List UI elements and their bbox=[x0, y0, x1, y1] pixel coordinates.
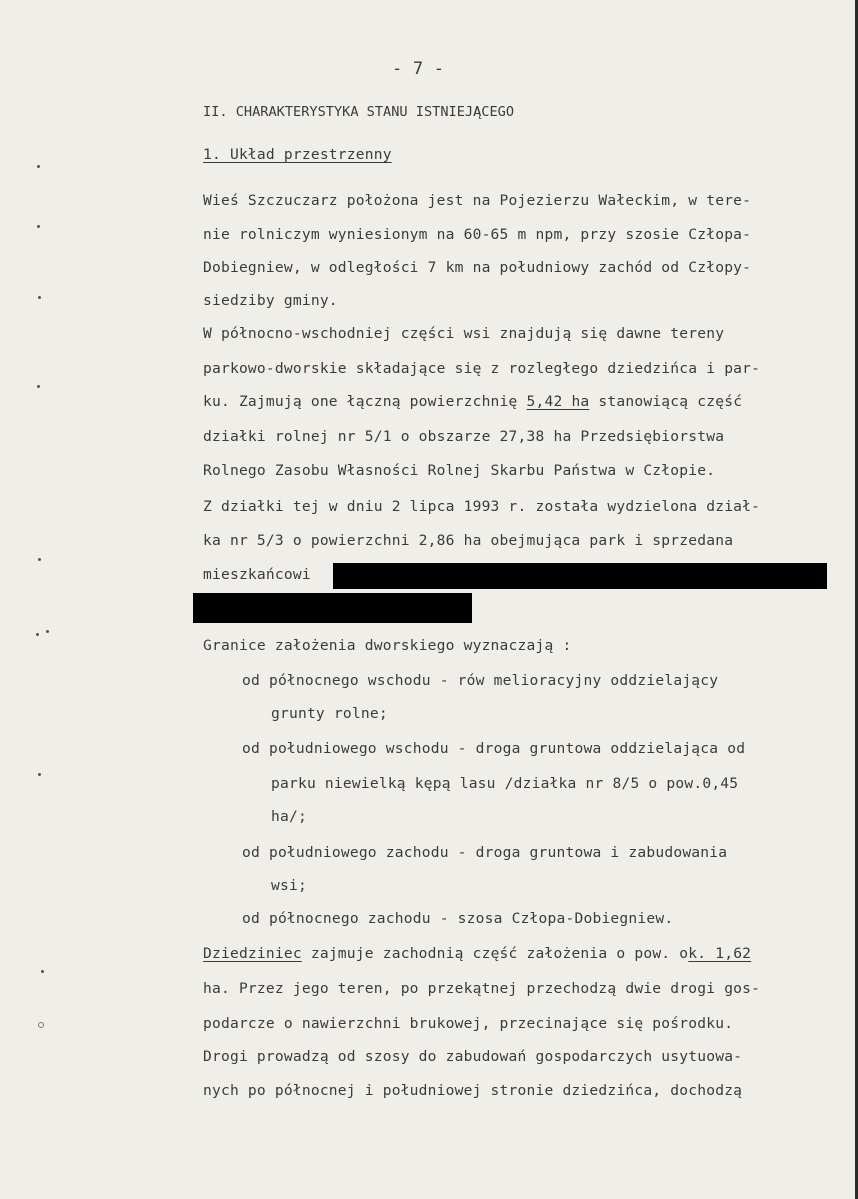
paragraph-1-line: siedziby gminy. bbox=[203, 292, 338, 309]
paragraph-2-line: parkowo-dworskie składające się z rozległego dziedzińca i par- bbox=[203, 360, 761, 377]
paragraph-3-line: Drogi prowadzą od szosy do zabudowań gospodarczych usytuowa- bbox=[203, 1048, 743, 1065]
paragraph-2-line: działki rolnej nr 5/1 o obszarze 27,38 ha Przedsiębiorstwa bbox=[203, 428, 725, 445]
paragraph-2-line: ka nr 5/3 o powierzchni 2,86 ha obejmująca park i sprzedana bbox=[203, 532, 734, 549]
text-span: stanowiącą część bbox=[589, 393, 743, 410]
paragraph-1-line: Wieś Szczuczarz położona jest na Pojezierzu Wałeckim, w tere- bbox=[203, 192, 752, 209]
term-dziedziniec: Dziedziniec bbox=[203, 945, 302, 962]
paragraph-1-line: Dobiegniew, w odległości 7 km na południowy zachód od Człopy- bbox=[203, 259, 752, 276]
borders-intro: Granice założenia dworskiego wyznaczają : bbox=[203, 637, 572, 654]
border-item: od północnego zachodu - szosa Człopa-Dobiegniew. bbox=[242, 910, 674, 927]
margin-mark bbox=[38, 558, 41, 561]
text-span: ku. Zajmują one łączną powierzchnię bbox=[203, 393, 527, 410]
redaction-bar bbox=[333, 563, 827, 589]
redaction-bar bbox=[193, 593, 472, 623]
margin-mark bbox=[38, 773, 41, 776]
margin-mark bbox=[37, 385, 40, 388]
page-number: - 7 - bbox=[392, 59, 445, 79]
border-item: od północnego wschodu - rów melioracyjny oddzielający bbox=[242, 672, 719, 689]
paragraph-1-line: nie rolniczym wyniesionym na 60-65 m npm, przy szosie Człopa- bbox=[203, 226, 752, 243]
margin-mark bbox=[46, 630, 49, 633]
border-item: od południowego zachodu - droga gruntowa i zabudowania bbox=[242, 844, 728, 861]
paragraph-3-line: nych po północnej i południowej stronie dziedzińca, dochodzą bbox=[203, 1082, 743, 1099]
paragraph-2-line: mieszkańcowi bbox=[203, 566, 311, 583]
margin-mark bbox=[38, 296, 41, 299]
paragraph-2-line: W północno-wschodniej części wsi znajdują się dawne tereny bbox=[203, 325, 725, 342]
paragraph-2-line bbox=[203, 393, 742, 411]
border-item: od południowego wschodu - droga gruntowa oddzielająca od bbox=[242, 740, 746, 757]
paragraph-2-line: Rolnego Zasobu Własności Rolnej Skarbu Państwa w Człopie. bbox=[203, 462, 716, 479]
border-item: ha/; bbox=[271, 808, 307, 825]
subsection-title: 1. Układ przestrzenny bbox=[203, 146, 392, 163]
margin-mark bbox=[41, 970, 44, 973]
border-item: parku niewielką kępą lasu /działka nr 8/5 o pow.0,45 bbox=[271, 775, 739, 792]
margin-mark bbox=[38, 1022, 44, 1028]
paragraph-3-line bbox=[203, 945, 751, 963]
area-value: 5,42 ha bbox=[526, 393, 590, 410]
margin-mark bbox=[36, 633, 39, 636]
paragraph-2-line: Z działki tej w dniu 2 lipca 1993 r. została wydzielona dział- bbox=[203, 498, 761, 515]
text-span: zajmuje zachodnią część założenia o pow. o bbox=[301, 945, 689, 962]
area-value: k. 1,62 bbox=[688, 945, 752, 962]
paragraph-3-line: podarcze o nawierzchni brukowej, przecinające się pośrodku. bbox=[203, 1015, 734, 1032]
border-item: grunty rolne; bbox=[271, 705, 388, 722]
margin-mark bbox=[37, 165, 40, 168]
paragraph-3-line: ha. Przez jego teren, po przekątnej przechodzą dwie drogi gos- bbox=[203, 980, 761, 997]
border-item: wsi; bbox=[271, 877, 307, 894]
margin-mark bbox=[37, 225, 40, 228]
section-title: II. CHARAKTERYSTYKA STANU ISTNIEJĄCEGO bbox=[203, 104, 514, 120]
